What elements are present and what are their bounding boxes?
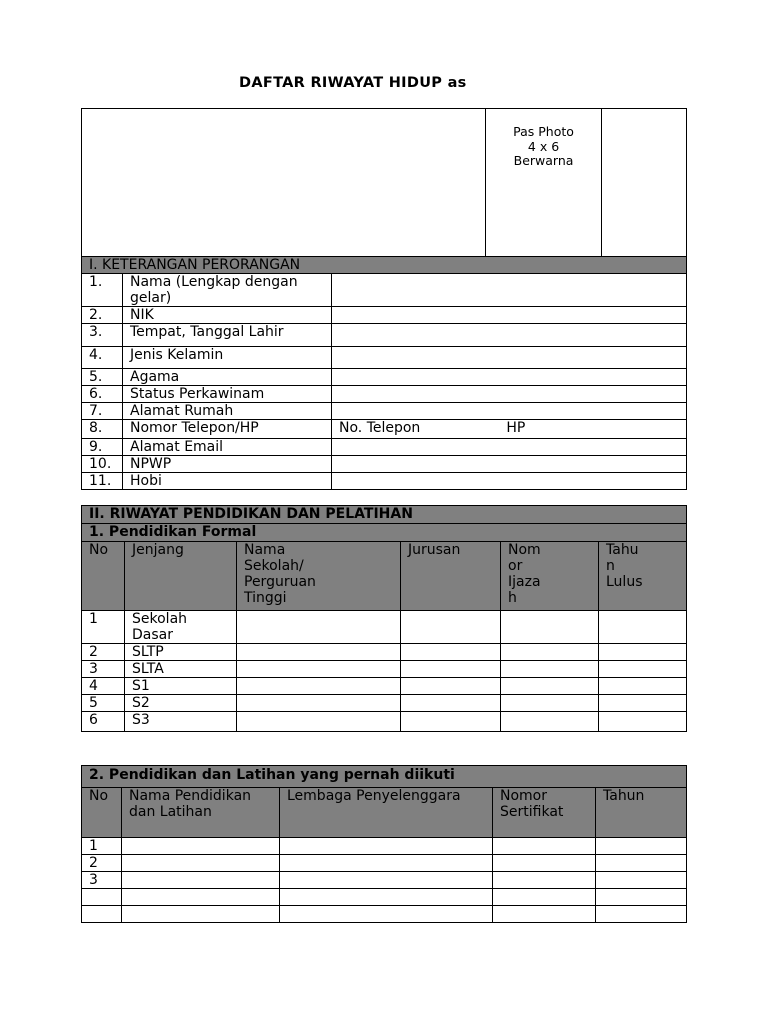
cell[interactable] xyxy=(122,906,280,923)
cell[interactable] xyxy=(122,872,280,889)
cell[interactable] xyxy=(401,644,501,661)
column-header: Nom or Ijaza h xyxy=(501,542,599,611)
column-header: Tahun xyxy=(596,788,687,838)
education-level: S2 xyxy=(125,695,237,712)
row-number: 3 xyxy=(82,661,125,678)
cell[interactable] xyxy=(401,661,501,678)
row-number xyxy=(82,889,122,906)
cell[interactable] xyxy=(237,695,401,712)
cell[interactable] xyxy=(596,838,687,855)
row-number: 9. xyxy=(82,439,123,456)
column-header: Nama Sekolah/ Perguruan Tinggi xyxy=(237,542,401,611)
field-label: Alamat Rumah xyxy=(123,403,332,420)
cell[interactable] xyxy=(493,855,596,872)
photo-placeholder xyxy=(486,109,602,257)
cell[interactable] xyxy=(237,712,401,732)
row-number: 1. xyxy=(82,274,123,307)
blank-photo-side-cell xyxy=(602,109,687,257)
cell[interactable] xyxy=(122,855,280,872)
field-value[interactable] xyxy=(332,324,687,347)
education-level: Sekolah Dasar xyxy=(125,611,237,644)
photo-label-line: 4 x 6 xyxy=(527,138,560,154)
column-header: Jurusan xyxy=(401,542,501,611)
row-number: 6. xyxy=(82,386,123,403)
column-header: No xyxy=(82,788,122,838)
cell[interactable] xyxy=(401,712,501,732)
cell[interactable] xyxy=(401,611,501,644)
field-label: NIK xyxy=(123,307,332,324)
row-number: 6 xyxy=(82,712,125,732)
cell[interactable] xyxy=(501,678,599,695)
column-header: Nomor Sertifikat xyxy=(493,788,596,838)
row-number: 7. xyxy=(82,403,123,420)
cell[interactable] xyxy=(401,678,501,695)
cell[interactable] xyxy=(280,889,493,906)
column-header: No xyxy=(82,542,125,611)
field-value[interactable] xyxy=(332,403,687,420)
education-level: SLTP xyxy=(125,644,237,661)
field-label: Jenis Kelamin xyxy=(123,347,332,369)
row-number: 3. xyxy=(82,324,123,347)
row-number: 4 xyxy=(82,678,125,695)
cell[interactable] xyxy=(237,644,401,661)
column-header: Nama Pendidikan dan Latihan xyxy=(122,788,280,838)
cell[interactable] xyxy=(596,889,687,906)
column-header: Lembaga Penyelenggara xyxy=(280,788,493,838)
cell[interactable] xyxy=(493,872,596,889)
section-heading: II. RIWAYAT PENDIDIKAN DAN PELATIHAN xyxy=(82,506,687,524)
row-number: 10. xyxy=(82,456,123,473)
formal-education-table xyxy=(81,505,687,732)
row-number: 5. xyxy=(82,369,123,386)
row-number: 8. xyxy=(82,420,123,439)
cell[interactable] xyxy=(237,611,401,644)
hp-label: HP xyxy=(506,420,526,436)
cell[interactable] xyxy=(501,712,599,732)
cell[interactable] xyxy=(596,872,687,889)
cell[interactable] xyxy=(280,906,493,923)
cell[interactable] xyxy=(122,838,280,855)
cell[interactable] xyxy=(237,661,401,678)
blank-header-cell xyxy=(82,109,486,257)
phone-label: No. Telepon xyxy=(339,420,421,436)
photo-label-line: Pas Photo xyxy=(513,124,574,139)
cell[interactable] xyxy=(501,695,599,712)
subsection-heading: 1. Pendidikan Formal xyxy=(82,524,687,542)
cell[interactable] xyxy=(599,678,687,695)
field-value[interactable] xyxy=(332,456,687,473)
education-level: S1 xyxy=(125,678,237,695)
field-label: Nama (Lengkap dengan gelar) xyxy=(123,274,332,307)
field-value[interactable] xyxy=(332,307,687,324)
cell[interactable] xyxy=(493,906,596,923)
section-heading: I. KETERANGAN PERORANGAN xyxy=(82,257,687,274)
field-label: Nomor Telepon/HP xyxy=(123,420,332,439)
field-label: Alamat Email xyxy=(123,439,332,456)
cell[interactable] xyxy=(501,644,599,661)
cell[interactable] xyxy=(280,872,493,889)
field-label: Tempat, Tanggal Lahir xyxy=(123,324,332,347)
row-number: 3 xyxy=(82,872,122,889)
row-number: 11. xyxy=(82,473,123,490)
cell[interactable] xyxy=(596,906,687,923)
cell[interactable] xyxy=(237,678,401,695)
cell[interactable] xyxy=(401,695,501,712)
subsection-heading: 2. Pendidikan dan Latihan yang pernah diikuti xyxy=(82,766,687,788)
field-value[interactable] xyxy=(332,274,687,307)
row-number: 1 xyxy=(82,838,122,855)
field-label: NPWP xyxy=(123,456,332,473)
cell[interactable] xyxy=(493,838,596,855)
field-value[interactable] xyxy=(332,473,687,490)
cell[interactable] xyxy=(280,855,493,872)
row-number: 2. xyxy=(82,307,123,324)
cell[interactable] xyxy=(599,644,687,661)
column-header: Tahu n Lulus xyxy=(599,542,687,611)
cell[interactable] xyxy=(501,611,599,644)
personal-info-table xyxy=(81,108,687,490)
cell[interactable] xyxy=(122,889,280,906)
row-number: 4. xyxy=(82,347,123,369)
field-value[interactable] xyxy=(332,439,687,456)
education-level: SLTA xyxy=(125,661,237,678)
row-number xyxy=(82,906,122,923)
field-label: Hobi xyxy=(123,473,332,490)
photo-label-line: Berwarna xyxy=(513,153,574,168)
cell[interactable] xyxy=(599,611,687,644)
field-value[interactable] xyxy=(332,369,687,386)
field-label: Agama xyxy=(123,369,332,386)
education-level: S3 xyxy=(125,712,237,732)
column-header: Jenjang xyxy=(125,542,237,611)
cell[interactable] xyxy=(280,838,493,855)
row-number: 2 xyxy=(82,855,122,872)
row-number: 1 xyxy=(82,611,125,644)
cell[interactable] xyxy=(599,695,687,712)
cell[interactable] xyxy=(501,661,599,678)
cell[interactable] xyxy=(599,661,687,678)
cell[interactable] xyxy=(599,712,687,732)
field-value[interactable] xyxy=(332,347,687,369)
row-number: 5 xyxy=(82,695,125,712)
cell[interactable] xyxy=(596,855,687,872)
field-label: Status Perkawinam xyxy=(123,386,332,403)
training-table xyxy=(81,765,687,923)
row-number: 2 xyxy=(82,644,125,661)
cell[interactable] xyxy=(493,889,596,906)
field-value[interactable] xyxy=(332,386,687,403)
document-title: DAFTAR RIWAYAT HIDUP as xyxy=(239,75,467,91)
phone-field[interactable] xyxy=(332,420,687,439)
